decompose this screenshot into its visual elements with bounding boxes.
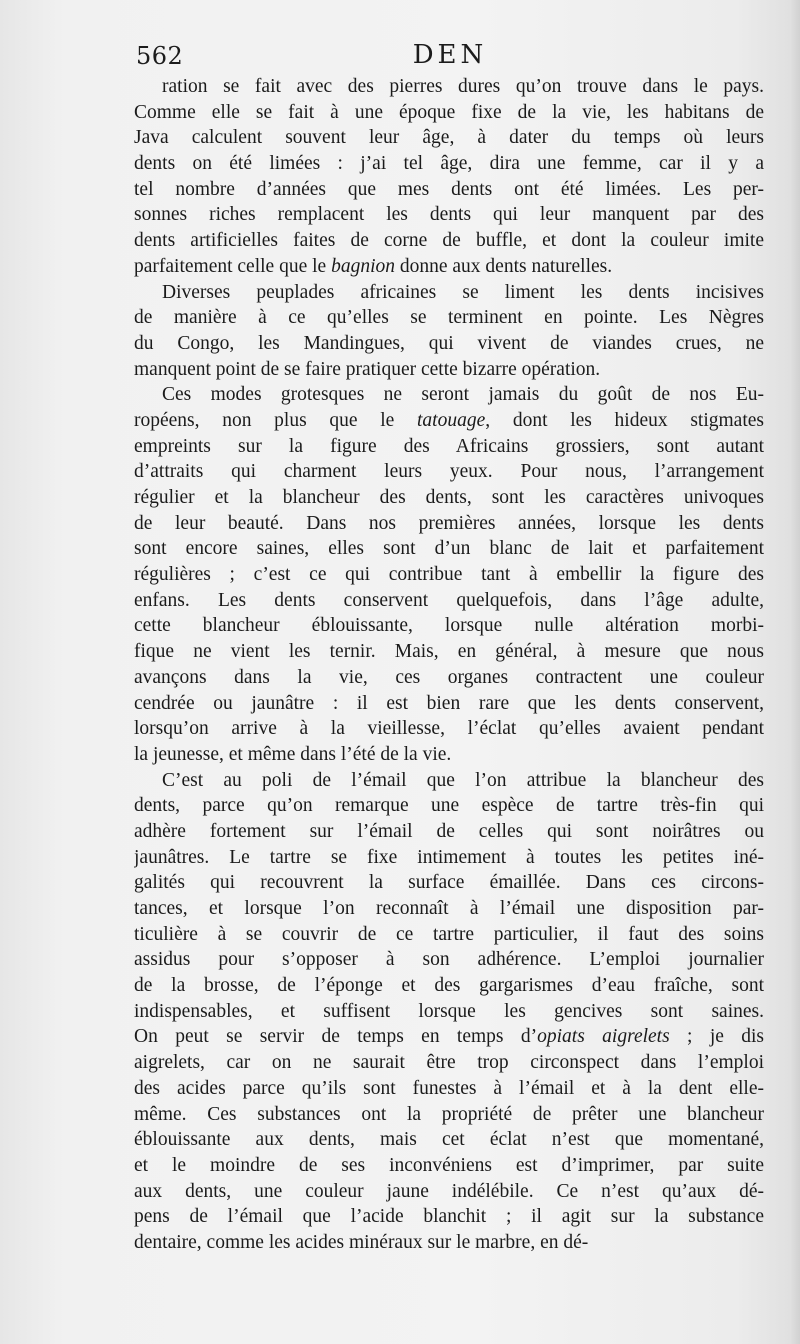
text-line: sonnes riches remplacent les dents qui leur manquent par des	[134, 204, 764, 226]
text-line: pens de l’émail que l’acide blanchit ; il agit sur la substance	[134, 1206, 764, 1228]
text-line: dentaire, comme les acides minéraux sur le marbre, en dé-	[134, 1231, 589, 1253]
text-segment: ; je dis	[669, 1026, 764, 1048]
italic-term: opiats aigrelets	[537, 1026, 670, 1048]
text-line: ration se fait avec des pierres dures qu’on trouve dans le pays.	[162, 76, 764, 97]
text-segment: ropéens, non plus que le	[134, 409, 417, 431]
running-head: DEN	[412, 40, 488, 70]
text-line: ticulière à se couvrir de ce tartre particulier, il faut des soins	[134, 923, 764, 945]
text-line: aux dents, une couleur jaune indélébile. Ce n’est qu’aux dé-	[134, 1180, 764, 1202]
text-line: Comme elle se fait à une époque fixe de la vie, les habitans de	[134, 101, 764, 123]
text-line: de leur beauté. Dans nos premières années, lorsque les dents	[134, 512, 764, 534]
text-line: indispensables, et suffisent lorsque les gencives sont saines.	[134, 1000, 764, 1022]
page-header	[136, 40, 764, 72]
text-line: fique ne vient les ternir. Mais, en général, à mesure que nous	[134, 641, 764, 663]
text-line: régulières ; c’est ce qui contribue tant à embellir la figure des	[134, 564, 764, 586]
text-line: du Congo, les Mandingues, qui vivent de viandes crues, ne	[134, 332, 764, 354]
text-line: dents, parce qu’on remarque une espèce de tartre très-fin qui	[134, 795, 764, 817]
italic-term: tatouage	[417, 409, 486, 431]
text-line: Ces modes grotesques ne seront jamais du goût de nos Eu-	[162, 384, 764, 406]
text-segment: , dont les hideux stigmates	[485, 409, 764, 431]
text-line: d’attraits qui charment leurs yeux. Pour nous, l’arrangement	[134, 461, 764, 483]
text-line: assidus pour s’opposer à son adhérence. L’emploi journalier	[134, 949, 764, 971]
text-line: et le moindre de ses inconvéniens est d’imprimer, par suite	[134, 1154, 764, 1176]
text-line: de la brosse, de l’éponge et des gargarismes d’eau fraîche, sont	[134, 975, 764, 997]
text-segment: donne aux dents naturelles.	[394, 255, 613, 277]
text-line: sont encore saines, elles sont d’un blanc de lait et parfaitement	[134, 538, 764, 560]
text-line: cette blancheur éblouissante, lorsque nulle altération morbi-	[134, 615, 764, 637]
text-line: éblouissante aux dents, mais cet éclat n’est que momentané,	[134, 1129, 764, 1151]
page-number: 562	[136, 42, 184, 70]
text-line: aigrelets, car on ne saurait être trop circonspect dans l’emploi	[134, 1052, 764, 1074]
text-line	[134, 1024, 764, 1050]
text-line: avançons dans la vie, ces organes contractent une couleur	[134, 666, 764, 688]
text-line: dents on été limées : j’ai tel âge, dira une femme, car il y a	[134, 153, 764, 175]
text-line	[134, 408, 764, 434]
text-line: galités qui recouvrent la surface émaillée. Dans ces circons-	[134, 872, 764, 894]
text-line: même. Ces substances ont la propriété de prêter une blancheur	[134, 1103, 764, 1125]
text-segment: On peut se servir de temps en temps d’	[134, 1026, 538, 1048]
text-line: régulier et la blancheur des dents, sont les caractères univoques	[134, 487, 764, 508]
text-line: tances, et lorsque l’on reconnaît à l’émail une disposition par-	[134, 898, 764, 919]
text-line: manquent point de se faire pratiquer cette bizarre opération.	[134, 358, 601, 380]
text-line: Java calculent souvent leur âge, à dater du temps où leurs	[134, 127, 764, 149]
text-line: enfans. Les dents conservent quelquefois, dans l’âge adulte,	[134, 589, 764, 611]
text-line: la jeunesse, et même dans l’été de la vie.	[134, 743, 452, 765]
text-line: empreints sur la figure des Africains grossiers, sont autant	[134, 435, 764, 457]
text-line: dents artificielles faites de corne de buffle, et dont la couleur imite	[134, 230, 764, 252]
text-line: C’est au poli de l’émail que l’on attribue la blancheur des	[162, 769, 764, 791]
text-line: jaunâtres. Le tartre se fixe intimement à toutes les petites iné-	[134, 846, 764, 868]
text-line: des acides parce qu’ils sont funestes à l’émail et à la dent elle-	[134, 1077, 764, 1099]
italic-term: bagnion	[331, 255, 395, 277]
text-line	[134, 254, 764, 280]
text-segment: parfaitement celle que le	[134, 255, 332, 277]
body-text	[134, 74, 764, 1256]
text-line: cendrée ou jaunâtre : il est bien rare que les dents conservent,	[134, 692, 764, 714]
text-line: lorsqu’on arrive à la vieillesse, l’éclat qu’elles avaient pendant	[134, 718, 764, 740]
page-edge-shadow	[790, 0, 800, 1344]
text-line: Diverses peuplades africaines se liment les dents incisives	[162, 281, 764, 303]
text-line: adhère fortement sur l’émail de celles qui sont noirâtres ou	[134, 820, 764, 842]
text-line: tel nombre d’années que mes dents ont été limées. Les per-	[134, 178, 764, 200]
text-line: de manière à ce qu’elles se terminent en pointe. Les Nègres	[134, 307, 764, 329]
